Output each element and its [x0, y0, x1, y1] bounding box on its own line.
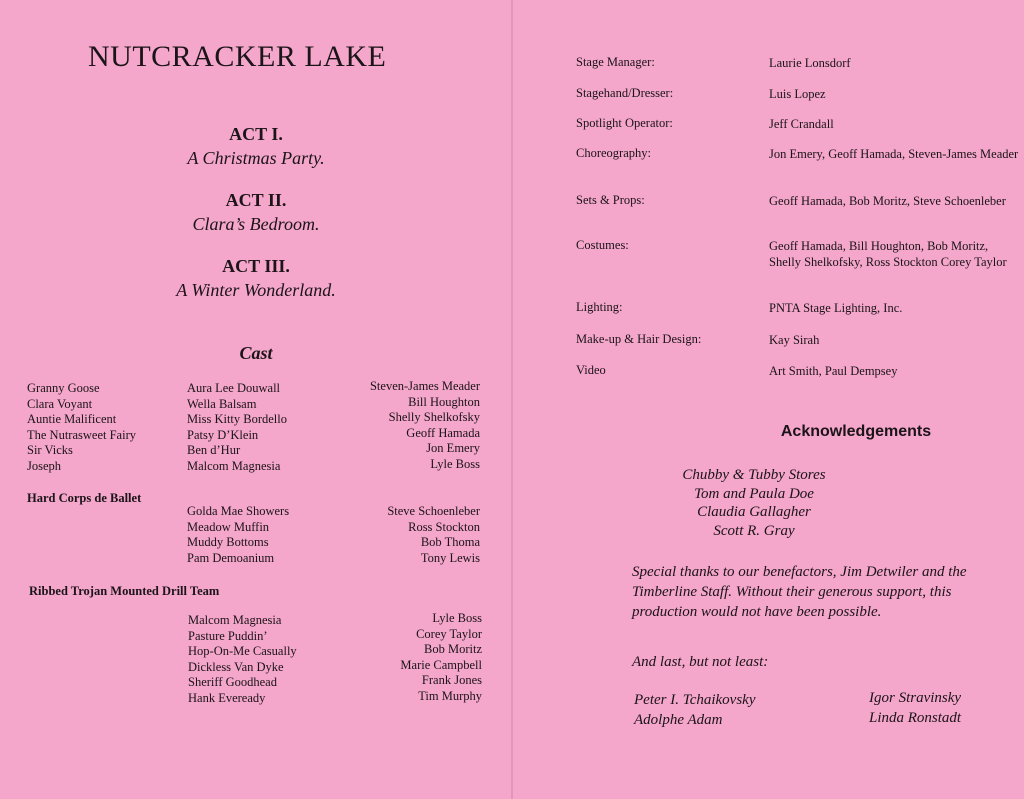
crew-name: Kay Sirah	[769, 333, 820, 347]
crew-name: Art Smith, Paul Dempsey	[769, 364, 898, 378]
act-heading: ACT I.	[229, 124, 283, 144]
list-item: Pam Demoanium	[187, 550, 275, 565]
act-2	[0, 190, 512, 235]
list-item: Marie Campbell	[400, 657, 482, 672]
list-item: Sir Vicks	[27, 443, 73, 458]
list-item: Joseph	[27, 458, 62, 473]
composers-left	[634, 690, 756, 730]
list-item: Sheriff Goodhead	[188, 675, 277, 690]
list-item: Aura Lee Douwall	[187, 381, 281, 395]
list-item: Wella Balsam	[187, 396, 257, 411]
list-item: Auntie Malificent	[27, 412, 117, 427]
act-heading: ACT II.	[225, 190, 287, 210]
list-item: Malcom Magnesia	[188, 613, 282, 627]
crew-role: Stage Manager:	[576, 55, 655, 69]
list-item: Granny Goose	[27, 381, 100, 395]
list-item: Lyle Boss	[432, 611, 482, 625]
crew-name: Laurie Lonsdorf	[769, 56, 851, 70]
list-item: Scott R. Gray	[713, 522, 795, 539]
list-item: Corey Taylor	[416, 626, 482, 641]
crew-role: Stagehand/Dresser:	[576, 86, 674, 100]
list-item: Patsy D’Klein	[187, 427, 259, 442]
crew-role: Make-up & Hair Design:	[576, 332, 702, 346]
crew-name: Luis Lopez	[769, 87, 826, 101]
crew-role: Lighting:	[576, 300, 623, 314]
crew-role: Video	[576, 363, 606, 377]
cast-heading: Cast	[239, 343, 273, 363]
acknowledgements-heading: Acknowledgements	[780, 423, 932, 440]
list-item: Meadow Muffin	[187, 519, 270, 534]
act-subtitle: A Christmas Party.	[187, 148, 325, 168]
crew-role: Sets & Props:	[576, 193, 645, 207]
list-item: Bob Thoma	[420, 535, 480, 550]
crew-name: Geoff Hamada, Bob Moritz, Steve Schoenleber	[769, 194, 1006, 208]
list-item: Ross Stockton	[408, 519, 480, 534]
list-item: Jon Emery	[426, 441, 480, 456]
act-heading: ACT III.	[222, 256, 290, 276]
list-item: Malcom Magnesia	[187, 458, 281, 473]
list-item: Geoff Hamada	[406, 425, 480, 440]
last-line: And last, but not least:	[632, 654, 769, 670]
crew-name: Geoff Hamada, Bill Houghton, Bob Moritz, Shelly Shelkofsky, Ross Stockton Corey Taylor	[769, 239, 1007, 269]
list-item: Frank Jones	[421, 673, 482, 688]
ballet-names	[387, 504, 480, 566]
list-item: Hank Eveready	[188, 690, 266, 705]
list-item: Bill Houghton	[408, 394, 480, 409]
list-item: Pasture Puddin’	[188, 628, 268, 643]
act-subtitle: A Winter Wonderland.	[176, 280, 336, 300]
list-item: Miss Kitty Bordello	[187, 412, 288, 427]
list-item: The Nutrasweet Fairy	[27, 427, 136, 442]
drill-roles	[188, 613, 297, 707]
crew-role: Costumes:	[576, 238, 629, 252]
cast-names-b	[370, 379, 480, 473]
list-item: Adolphe Adam	[634, 712, 723, 728]
list-item: Bob Moritz	[424, 642, 482, 657]
list-item: Igor Stravinsky	[869, 690, 962, 706]
list-item: Steve Schoenleber	[387, 504, 480, 518]
composers-right	[869, 688, 961, 728]
crew-name: PNTA Stage Lighting, Inc.	[769, 301, 903, 315]
act-1	[0, 124, 512, 169]
list-item: Ben d’Hur	[187, 443, 241, 458]
list-item: Chubby & Tubby Stores	[682, 467, 826, 483]
crew-name: Jon Emery, Geoff Hamada, Steven-James Meader	[769, 147, 1019, 161]
drill-names	[400, 611, 482, 705]
list-item: Claudia Gallagher	[697, 504, 811, 520]
list-item: Tony Lewis	[420, 550, 480, 565]
cast-roles	[27, 381, 136, 475]
page-title: NUTCRACKER LAKE	[88, 40, 387, 73]
crew-role: Choreography:	[576, 146, 651, 160]
list-item: Shelly Shelkofsky	[388, 410, 480, 425]
list-item: Tom and Paula Doe	[694, 485, 814, 502]
list-item: Peter I. Tchaikovsky	[634, 692, 756, 708]
crew-name: Jeff Crandall	[769, 117, 834, 131]
special-thanks: Special thanks to our benefactors, Jim Detwiler and the Timberline Staff. Without their generous support, this production would not have been possible.	[632, 564, 967, 620]
list-item: Steven-James Meader	[369, 379, 480, 393]
acknowledgements-list	[498, 466, 1010, 540]
right-panel	[512, 0, 1024, 799]
list-item: Dickless Van Dyke	[188, 659, 284, 674]
list-item: Tim Murphy	[418, 688, 482, 703]
ballet-roles	[187, 504, 289, 566]
list-item: Muddy Bottoms	[187, 535, 269, 550]
list-item: Hop-On-Me Casually	[188, 644, 297, 659]
drill-heading: Ribbed Trojan Mounted Drill Team	[29, 584, 220, 598]
ballet-heading: Hard Corps de Ballet	[27, 491, 142, 505]
cast-names-a	[187, 381, 287, 475]
list-item: Lyle Boss	[430, 456, 480, 471]
crew-role: Spotlight Operator:	[576, 116, 673, 130]
act-subtitle: Clara’s Bedroom.	[192, 214, 320, 234]
list-item: Clara Voyant	[27, 396, 93, 411]
list-item: Golda Mae Showers	[187, 504, 290, 518]
list-item: Linda Ronstadt	[869, 710, 962, 726]
act-3	[0, 256, 512, 301]
